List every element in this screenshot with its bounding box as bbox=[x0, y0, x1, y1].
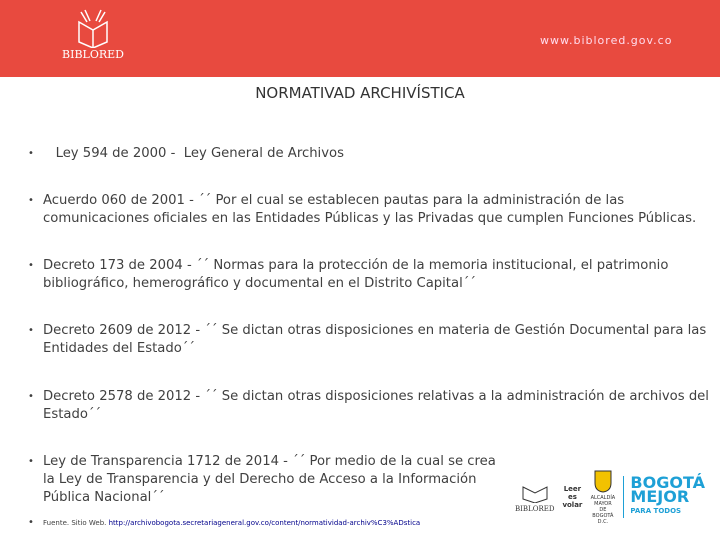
bullet: • bbox=[28, 148, 34, 159]
biblored-footer-logo bbox=[515, 481, 554, 513]
source-label: Fuente. Sitio Web. bbox=[43, 519, 109, 527]
bullet: • bbox=[28, 391, 34, 402]
item-text: Acuerdo 060 de 2001 - ´´ Por el cual se establecen pautas para la administración de las comunicaciones oficiales en las Entidades Públicas y las Privadas que cumplen Funciones Públicas. bbox=[43, 193, 697, 226]
item-text: Decreto 173 de 2004 - ´´ Normas para la protección de la memoria institucional, el patrimonio bibliográfico, hemerográfico y documental en el Distrito Capital´´ bbox=[43, 258, 669, 291]
bullet: • bbox=[28, 325, 34, 336]
item-text: Decreto 2609 de 2012 - ´´ Se dictan otras disposiciones en materia de Gestión Documental para las Entidades del Estado´´ bbox=[43, 323, 707, 356]
bogota-mejor-logo bbox=[623, 473, 705, 518]
bullet: • bbox=[28, 517, 34, 528]
item-text: Ley 594 de 2000 - Ley General de Archivos bbox=[43, 146, 344, 161]
bullet: • bbox=[28, 195, 34, 206]
bogota-text: BOGOTÁ bbox=[630, 473, 705, 492]
alcaldia-text: ALCALDÍA MAYOR DE BOGOTÁ D.C. bbox=[590, 495, 616, 525]
item-text: Decreto 2578 de 2012 - ´´ Se dictan otras disposiciones relativas a la administración de archivos del Estado´´ bbox=[43, 389, 709, 422]
header-banner bbox=[0, 0, 720, 77]
source-link[interactable]: http://archivobogota.secretariageneral.gov.co/content/normatividad-archiv%C3%ADstica bbox=[108, 519, 421, 527]
alcaldia-logo bbox=[590, 469, 615, 525]
book-hands-icon bbox=[75, 8, 111, 48]
book-icon bbox=[521, 481, 549, 503]
para-todos-text: PARA TODOS bbox=[630, 507, 682, 515]
website-url[interactable]: www.biblored.gov.co bbox=[540, 34, 673, 47]
item-text: Ley de Transparencia 1712 de 2014 - ´´ Por medio de la cual se crea la Ley de Transparencia y del Derecho de Acceso a la Información Pública Nacional´´ bbox=[43, 454, 496, 505]
bullet: • bbox=[28, 260, 34, 271]
logo-text: BIBLORED bbox=[62, 48, 124, 61]
page-title: NORMATIVAD ARCHIVÍSTICA bbox=[255, 84, 465, 102]
shield-icon bbox=[593, 469, 613, 493]
mejor-text: MEJOR bbox=[630, 487, 690, 506]
biblored-logo[interactable] bbox=[62, 8, 124, 70]
biblored-text: BIBLORED bbox=[515, 505, 555, 513]
leer-es-volar-logo: Leer es volar bbox=[562, 485, 583, 509]
footer-logos bbox=[515, 473, 705, 525]
bullet: • bbox=[28, 456, 34, 467]
